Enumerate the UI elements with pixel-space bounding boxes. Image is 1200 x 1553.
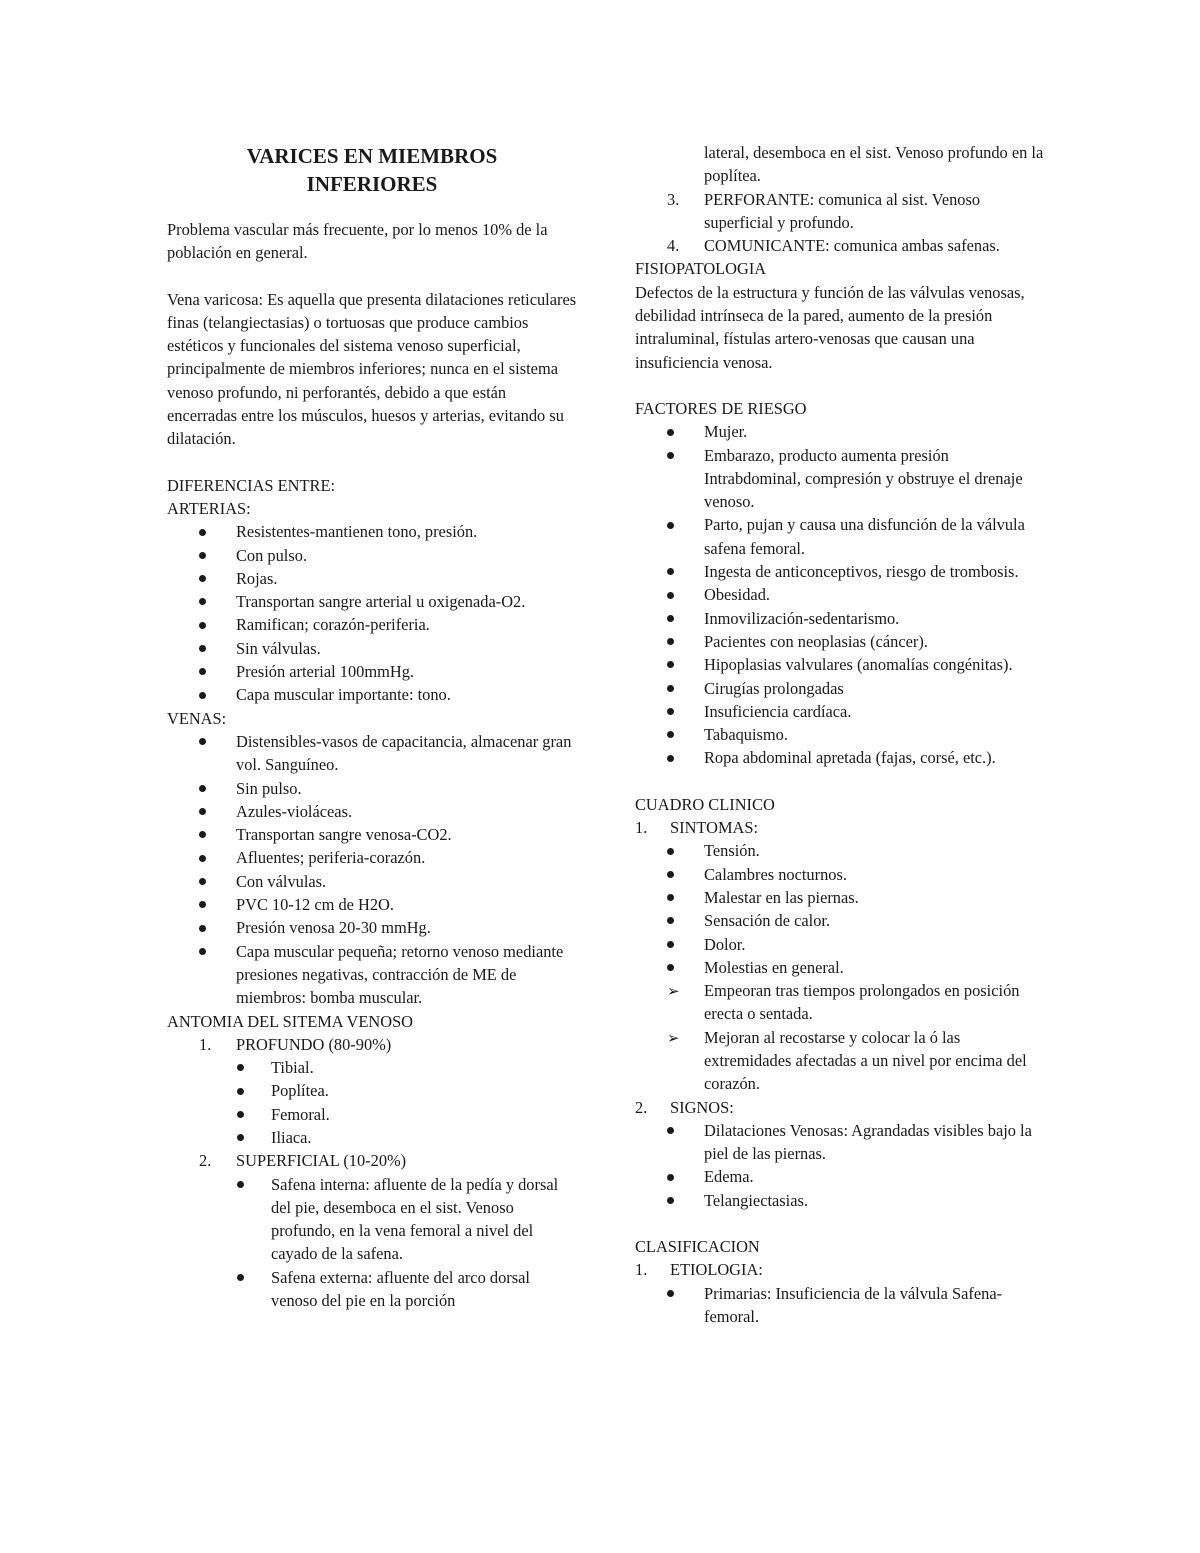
factores-heading: FACTORES DE RIESGO (635, 398, 807, 418)
bullet-icon (667, 863, 674, 886)
bullet-icon (199, 916, 206, 939)
etiologia-label: ETIOLOGIA: (670, 1260, 763, 1280)
list-item-text: Dilataciones Venosas: Agrandadas visibles bajo la piel de las piernas. (704, 1120, 1032, 1164)
list-item-text: Sin válvulas. (236, 638, 321, 658)
list-item (635, 700, 1045, 723)
list-item-text: Presión venosa 20-30 mmHg. (236, 918, 431, 938)
list-item (635, 653, 1045, 676)
list-item-text: Primarias: Insuficiencia de la válvula Safena-femoral. (704, 1283, 1003, 1326)
list-item (635, 1165, 1045, 1188)
list-item (167, 567, 577, 590)
list-item (635, 839, 1045, 862)
list-item-text: Poplítea. (271, 1081, 329, 1101)
bullet-icon (667, 1282, 674, 1305)
bullet-icon (237, 1056, 244, 1079)
list-item-text: Capa muscular importante: tono. (236, 685, 451, 705)
list-item (635, 746, 1045, 769)
bullet-icon (199, 613, 206, 636)
list-item-text: Cirugías prolongadas (704, 678, 844, 698)
bullet-icon (199, 660, 206, 683)
list-item-text: Obesidad. (704, 585, 771, 605)
list-item (167, 660, 577, 683)
list-number: 1. (199, 1034, 212, 1054)
list-number: 2. (635, 1097, 648, 1117)
list-item (635, 444, 1045, 514)
list-item (167, 590, 577, 613)
list-item (167, 544, 577, 567)
intro-paragraph: Problema vascular más frecuente, por lo menos 10% de la población en general. (167, 220, 548, 263)
list-item (167, 1126, 577, 1149)
list-item (167, 823, 577, 846)
perforante-item (635, 188, 1045, 235)
etiologia-list (635, 1282, 1045, 1329)
bullet-icon (199, 544, 206, 567)
bullet-icon (667, 607, 674, 630)
bullet-icon (199, 590, 206, 613)
list-item (167, 1173, 577, 1266)
list-item-text: Calambres nocturnos. (704, 864, 847, 884)
list-item (635, 1189, 1045, 1212)
list-item (167, 916, 577, 939)
anatomia-heading: ANTOMIA DEL SITEMA VENOSO (167, 1011, 414, 1031)
bullet-icon (667, 630, 674, 653)
bullet-icon (237, 1173, 244, 1196)
sintomas-label: SINTOMAS: (670, 818, 759, 838)
list-item-text: Malestar en las piernas. (704, 887, 859, 907)
arrow-bullet-icon: ➢ (667, 1028, 680, 1047)
list-item (635, 723, 1045, 746)
list-number: 2. (199, 1151, 212, 1171)
list-item (635, 933, 1045, 956)
bullet-icon (667, 560, 674, 583)
list-item-text: PVC 10-12 cm de H2O. (236, 895, 394, 915)
bullet-icon (237, 1266, 244, 1289)
list-item-text: Iliaca. (271, 1127, 312, 1147)
list-item-text: Inmovilización-sedentarismo. (704, 608, 900, 628)
list-item-text: Ingesta de anticonceptivos, riesgo de trombosis. (704, 562, 1019, 582)
list-item-text: Pacientes con neoplasias (cáncer). (704, 631, 928, 651)
list-item-text: Transportan sangre venosa-CO2. (236, 825, 452, 845)
bullet-icon (667, 1119, 674, 1142)
list-item (635, 420, 1045, 443)
list-item-text: Mejoran al recostarse y colocar la ó las extremidades afectadas a un nivel por encima del corazón. (704, 1027, 1027, 1094)
list-item (635, 1119, 1045, 1166)
list-item (167, 940, 577, 1010)
list-item (167, 1056, 577, 1079)
list-item (167, 846, 577, 869)
bullet-icon (667, 513, 674, 536)
list-item-text: Con pulso. (236, 545, 308, 565)
list-item-text: Ramifican; corazón-periferia. (236, 615, 430, 635)
list-item-text: Distensibles-vasos de capacitancia, almacenar gran vol. Sanguíneo. (236, 731, 572, 775)
sintomas-heading (635, 816, 1045, 839)
list-item-text: Safena externa: afluente del arco dorsal venoso del pie en la porción (271, 1267, 530, 1311)
cuadro-heading: CUADRO CLINICO (635, 794, 775, 814)
list-item (167, 1266, 577, 1313)
perforante-text: PERFORANTE: comunica al sist. Venoso superficial y profundo. (704, 189, 981, 232)
list-item (167, 1103, 577, 1126)
bullet-icon (667, 839, 674, 862)
signos-heading (635, 1096, 1045, 1119)
bullet-icon (667, 909, 674, 932)
bullet-icon (237, 1079, 244, 1102)
list-item (635, 677, 1045, 700)
list-item-text: Edema. (704, 1167, 754, 1187)
bullet-icon (667, 1165, 674, 1188)
list-item-text: Sin pulso. (236, 778, 302, 798)
bullet-icon (667, 723, 674, 746)
factores-list (635, 420, 1045, 769)
list-item (167, 870, 577, 893)
clasificacion-heading: CLASIFICACION (635, 1237, 760, 1257)
list-item-text: Ropa abdominal apretada (fajas, corsé, etc.). (704, 748, 996, 768)
left-column (167, 140, 577, 1312)
list-item (635, 513, 1045, 560)
bullet-icon (667, 653, 674, 676)
list-item (635, 886, 1045, 909)
list-item (635, 863, 1045, 886)
bullet-icon (199, 520, 206, 543)
list-item-text: Parto, pujan y causa una disfunción de la válvula safena femoral. (704, 515, 1025, 558)
list-item-text: Mujer. (704, 422, 748, 442)
list-item-text: Tensión. (704, 841, 760, 861)
profundo-list (167, 1056, 577, 1149)
bullet-icon (667, 420, 674, 443)
list-number: 3. (667, 189, 680, 209)
right-column (635, 141, 1045, 1328)
list-item (635, 607, 1045, 630)
profundo-label: PROFUNDO (80-90%) (236, 1034, 392, 1054)
superficial-label: SUPERFICIAL (10-20%) (236, 1151, 407, 1171)
bullet-icon (667, 583, 674, 606)
list-item (635, 909, 1045, 932)
list-item (167, 520, 577, 543)
bullet-icon (667, 956, 674, 979)
list-item-text: Empeoran tras tiempos prolongados en posición erecta o sentada. (704, 981, 1020, 1024)
list-item (635, 979, 1045, 1026)
list-item-text: Telangiectasias. (704, 1190, 808, 1210)
arterias-heading: ARTERIAS: (167, 498, 251, 518)
bullet-icon (667, 933, 674, 956)
bullet-icon (667, 700, 674, 723)
fisio-heading: FISIOPATOLOGIA (635, 259, 767, 279)
list-item-text: Dolor. (704, 934, 746, 954)
venas-heading: VENAS: (167, 708, 227, 728)
list-number: 1. (635, 1260, 648, 1280)
list-item (635, 1026, 1045, 1096)
continuation-text: lateral, desemboca en el sist. Venoso profundo en la poplítea. (704, 143, 1044, 186)
bullet-icon (199, 637, 206, 660)
list-item-text: Molestias en general. (704, 957, 844, 977)
venas-list (167, 730, 577, 1010)
list-item-text: Insuficiencia cardíaca. (704, 701, 852, 721)
list-item-text: Safena interna: afluente de la pedía y dorsal del pie, desemboca en el sist. Venoso profundo, en la vena femoral a nivel del cayado de la safena. (271, 1174, 559, 1264)
bullet-icon (199, 777, 206, 800)
bullet-icon (667, 746, 674, 769)
bullet-icon (199, 567, 206, 590)
document-title (167, 142, 577, 198)
list-item (635, 956, 1045, 979)
bullet-icon (667, 886, 674, 909)
sintomas-list (635, 839, 1045, 979)
title-line-1: VARICES EN MIEMBROS (246, 144, 498, 168)
etiologia-heading (635, 1258, 1045, 1281)
bullet-icon (199, 730, 206, 753)
sintomas-arrow-list (635, 979, 1045, 1095)
fisio-paragraph: Defectos de la estructura y función de las válvulas venosas, debilidad intrínseca de la pared, aumento de la presión intraluminal, fístulas artero-venosas que causan una insuficiencia venosa. (635, 282, 1025, 372)
bullet-icon (199, 823, 206, 846)
superficial-heading (167, 1149, 577, 1172)
list-item-text: Azules-violáceas. (236, 801, 353, 821)
arrow-bullet-icon: ➢ (667, 982, 680, 1001)
bullet-icon (199, 940, 206, 963)
list-item (167, 1079, 577, 1102)
varicosa-paragraph: Vena varicosa: Es aquella que presenta dilataciones reticulares finas (telangiectasias) o tortuosas que produce cambios estéticos y funcionales del sistema venoso superficial, principalmente de miembros inferiores; nunca en el sistema venoso profundo, ni perforantés, debido a que están encerradas entre los músculos, huesos y arterias, evitando su dilatación. (167, 289, 577, 449)
bullet-icon (199, 893, 206, 916)
list-item-text: Presión arterial 100mmHg. (236, 662, 414, 682)
list-number: 4. (667, 236, 680, 256)
list-item-text: Femoral. (271, 1104, 330, 1124)
arterias-list (167, 520, 577, 706)
superficial-list (167, 1173, 577, 1313)
list-item-text: Capa muscular pequeña; retorno venoso mediante presiones negativas, contracción de ME de miembros: bomba muscular. (236, 941, 564, 1008)
list-item (167, 893, 577, 916)
list-item (167, 637, 577, 660)
list-item-text: Embarazo, producto aumenta presión Intrabdominal, compresión y obstruye el drenaje venoso. (704, 445, 1023, 512)
bullet-icon (199, 683, 206, 706)
bullet-icon (199, 800, 206, 823)
list-item-text: Tibial. (271, 1058, 314, 1078)
list-item-text: Rojas. (236, 568, 278, 588)
list-item-text: Con válvulas. (236, 871, 327, 891)
list-item-text: Hipoplasias valvulares (anomalías congénitas). (704, 655, 1013, 675)
comunicante-text: COMUNICANTE: comunica ambas safenas. (704, 236, 1000, 256)
signos-label: SIGNOS: (670, 1097, 734, 1117)
list-item-text: Tabaquismo. (704, 725, 788, 745)
signos-list (635, 1119, 1045, 1212)
list-item (167, 800, 577, 823)
list-item (167, 777, 577, 800)
list-item (635, 583, 1045, 606)
list-item (167, 683, 577, 706)
profundo-heading (167, 1033, 577, 1056)
diferencias-heading: DIFERENCIAS ENTRE: (167, 475, 336, 495)
title-line-2: INFERIORES (306, 172, 438, 196)
bullet-icon (667, 1189, 674, 1212)
comunicante-item (635, 234, 1045, 257)
list-number: 1. (635, 818, 648, 838)
list-item (167, 613, 577, 636)
list-item-text: Resistentes-mantienen tono, presión. (236, 522, 478, 542)
list-item (635, 630, 1045, 653)
list-item (635, 560, 1045, 583)
bullet-icon (667, 677, 674, 700)
list-item (167, 730, 577, 777)
bullet-icon (237, 1103, 244, 1126)
list-item-text: Transportan sangre arterial u oxigenada-O2. (236, 592, 526, 612)
list-item (635, 1282, 1045, 1329)
bullet-icon (237, 1126, 244, 1149)
bullet-icon (667, 444, 674, 467)
list-item-text: Afluentes; periferia-corazón. (236, 848, 426, 868)
list-item-text: Sensación de calor. (704, 911, 831, 931)
bullet-icon (199, 870, 206, 893)
bullet-icon (199, 846, 206, 869)
